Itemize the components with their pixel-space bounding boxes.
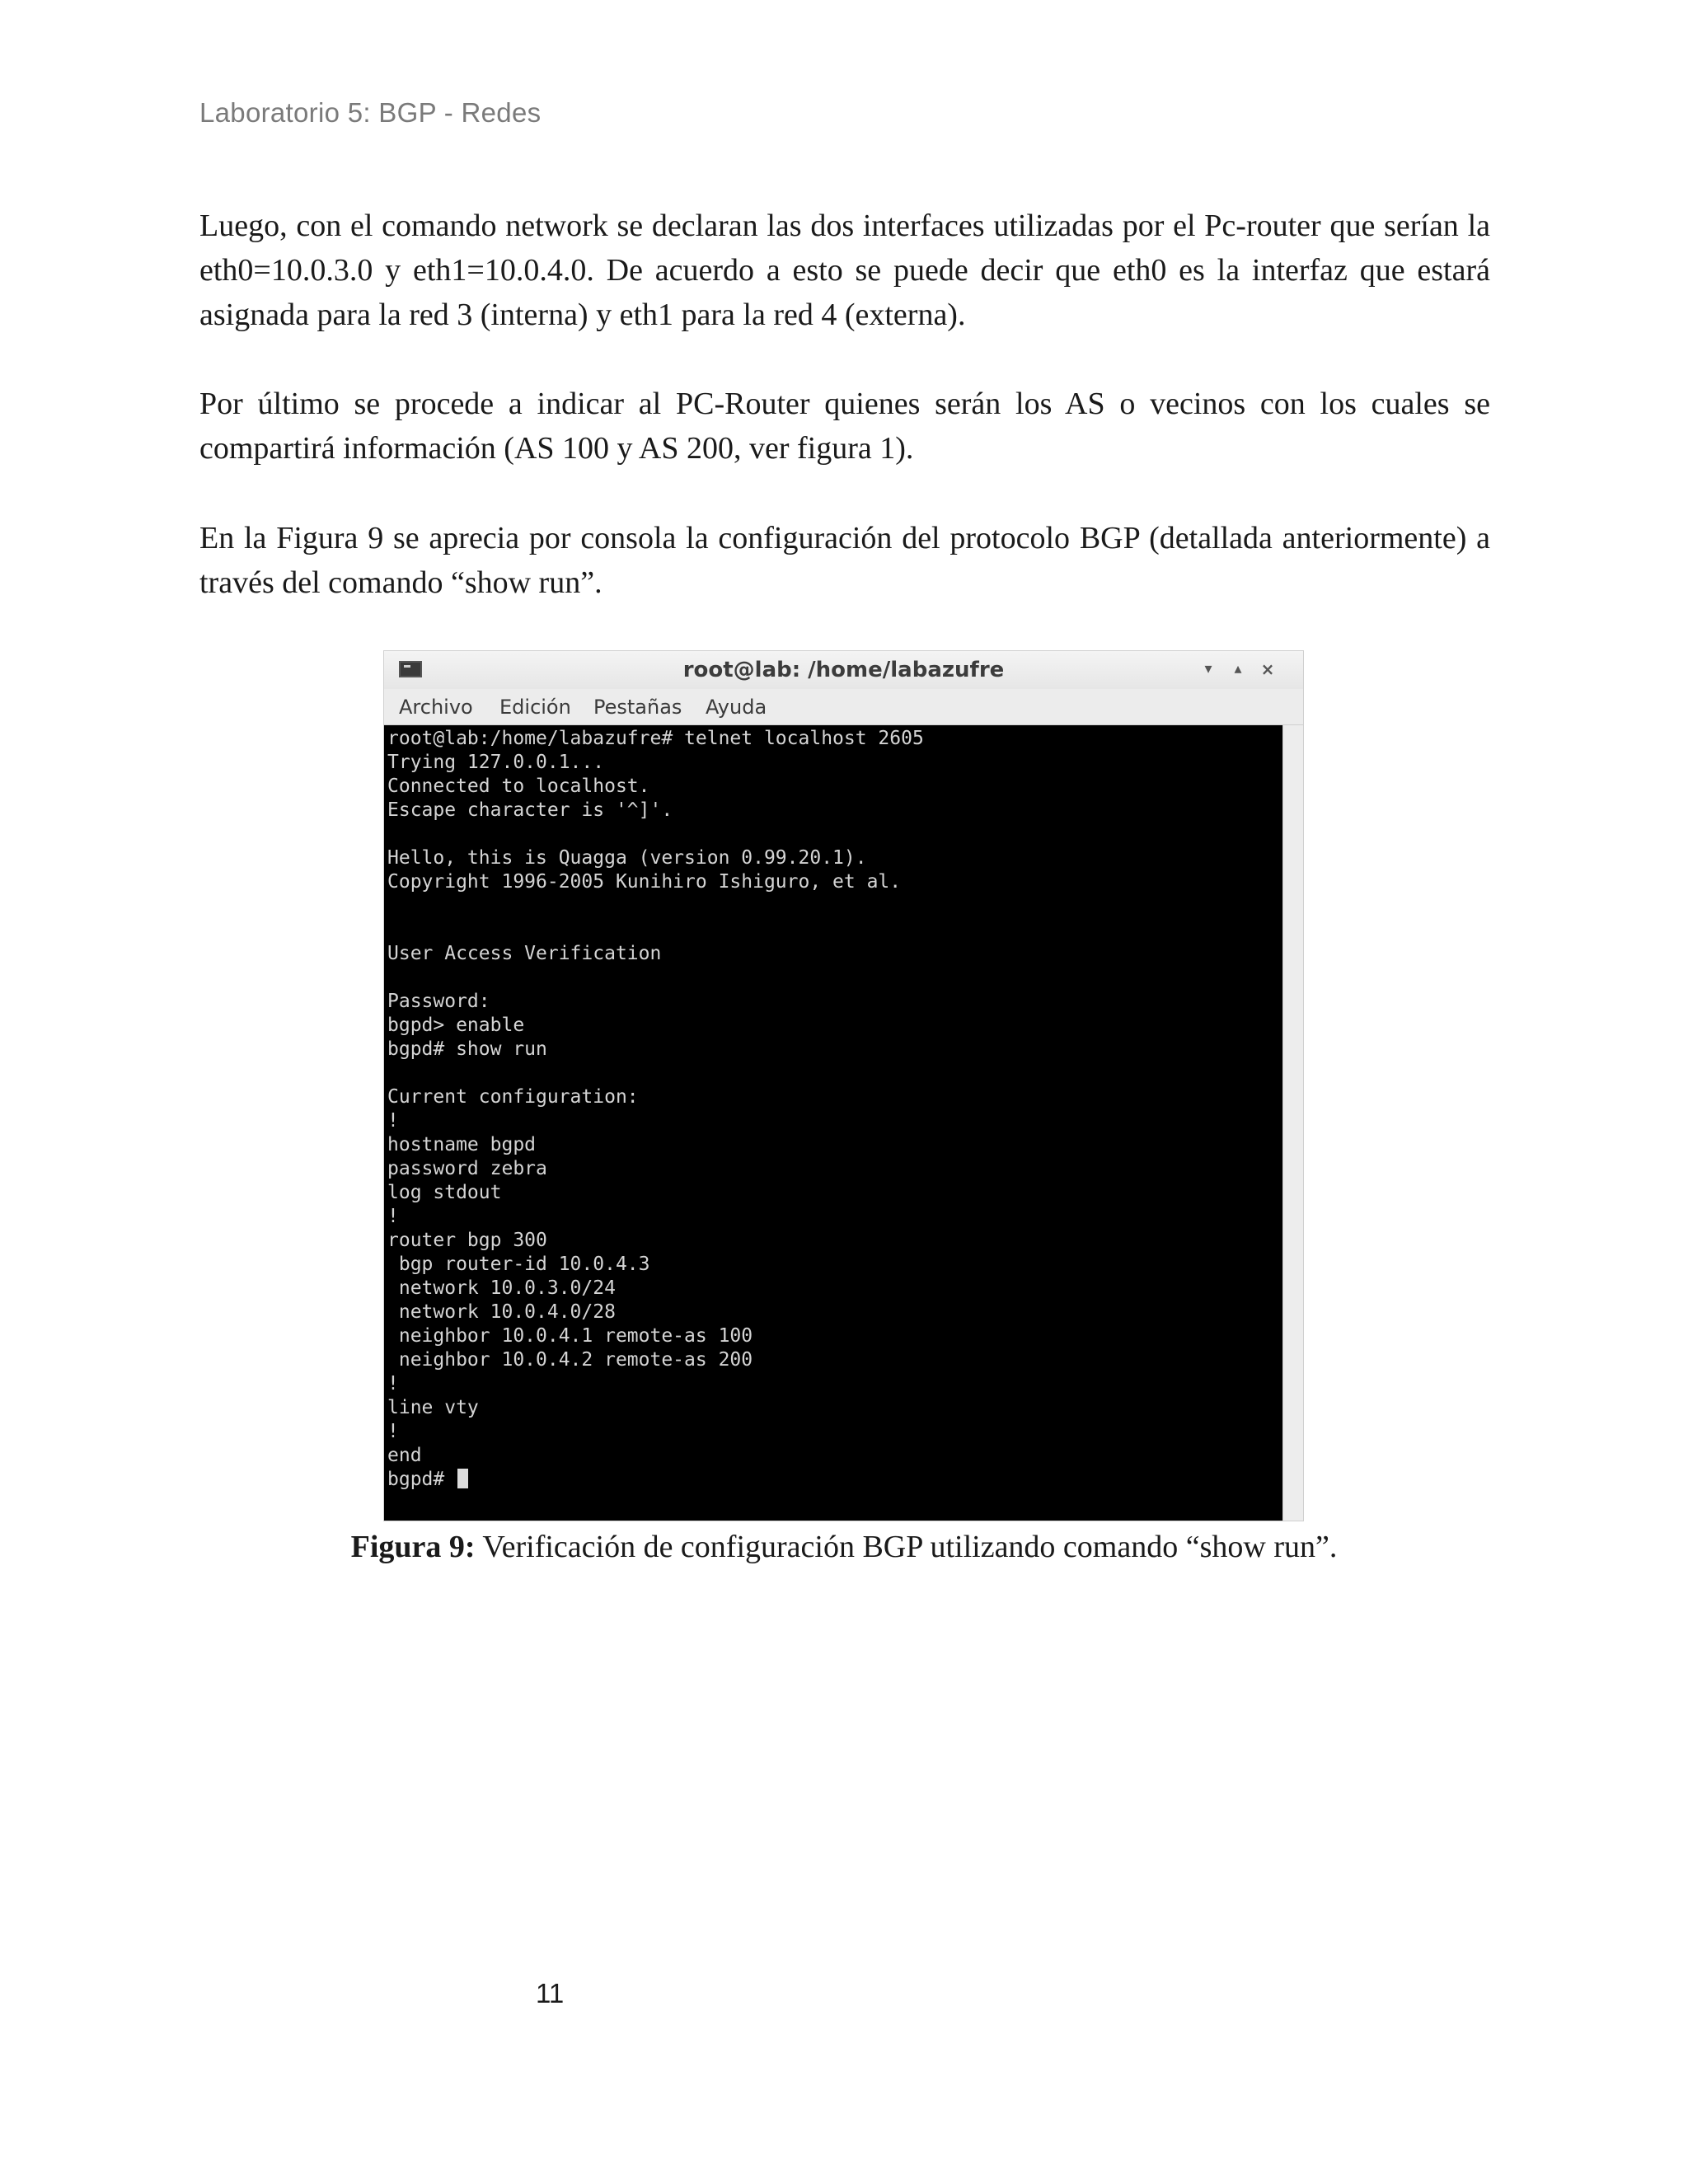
menu-item-archivo[interactable]: Archivo bbox=[399, 696, 473, 719]
terminal-line-text: network 10.0.3.0/24 bbox=[387, 1277, 616, 1299]
body-paragraph: Luego, con el comando network se declaran las dos interfaces utilizadas por el Pc-router que serían la eth0=10.0.3.0 y eth1=10.0.4.0. De acuerdo a esto se puede decir que eth0 es la interfaz que estará asignada para la red 3 (interna) y eth1 para la red 4 (externa). bbox=[199, 209, 1490, 332]
terminal-line-text: Copyright 1996-2005 Kunihiro Ishiguro, et al. bbox=[387, 871, 902, 893]
window-title: root@lab: /home/labazufre bbox=[682, 658, 1005, 682]
terminal-line-text: line vty bbox=[387, 1397, 479, 1418]
terminal-line-text: ! bbox=[387, 1373, 399, 1394]
terminal-line-text: Password: bbox=[387, 991, 490, 1012]
figure-caption bbox=[0, 1525, 1688, 1569]
terminal-line bbox=[387, 1348, 1282, 1372]
terminal-line bbox=[387, 1396, 1282, 1420]
body-paragraph: En la Figura 9 se aprecia por consola la configuración del protocolo BGP (detallada anteriormente) a través del comando “show run”. bbox=[199, 521, 1490, 600]
terminal-line-text: neighbor 10.0.4.1 remote-as 100 bbox=[387, 1325, 753, 1347]
terminal-line-text: log stdout bbox=[387, 1182, 502, 1203]
terminal-line-text: network 10.0.4.0/28 bbox=[387, 1301, 616, 1323]
terminal-line bbox=[387, 1085, 1282, 1109]
terminal-line-text: bgpd> enable bbox=[387, 1015, 525, 1036]
terminal-line bbox=[387, 1301, 1282, 1324]
terminal-line bbox=[387, 1420, 1282, 1444]
minimize-icon[interactable]: ▾ bbox=[1204, 660, 1212, 677]
terminal-line bbox=[387, 1444, 1282, 1468]
terminal-line bbox=[387, 1062, 1282, 1085]
terminal-line-text: Hello, this is Quagga (version 0.99.20.1). bbox=[387, 847, 867, 869]
terminal-cursor bbox=[457, 1469, 468, 1488]
menu-item-ayuda[interactable]: Ayuda bbox=[706, 696, 767, 719]
terminal-line bbox=[387, 990, 1282, 1014]
terminal-line bbox=[387, 918, 1282, 942]
window-titlebar bbox=[384, 651, 1303, 689]
terminal-line-text: router bgp 300 bbox=[387, 1230, 547, 1251]
terminal-line-text: bgpd# bbox=[387, 1469, 457, 1490]
menu-item-pestanas[interactable]: Pestañas bbox=[593, 696, 682, 719]
terminal-line bbox=[387, 1109, 1282, 1133]
terminal-line bbox=[387, 894, 1282, 918]
terminal-line bbox=[387, 1038, 1282, 1062]
terminal-line bbox=[387, 870, 1282, 894]
terminal-line bbox=[387, 1277, 1282, 1301]
terminal-line bbox=[387, 1229, 1282, 1253]
close-icon[interactable]: × bbox=[1260, 659, 1275, 679]
terminal-line bbox=[387, 846, 1282, 870]
figure-caption-text: Verificación de configuración BGP utilizando comando “show run”. bbox=[475, 1530, 1338, 1564]
terminal-line-text: Current configuration: bbox=[387, 1086, 639, 1108]
body-paragraph: Por último se procede a indicar al PC-Router quienes serán los AS o vecinos con los cuales se compartirá información (AS 100 y AS 200, ver figura 1). bbox=[199, 387, 1490, 466]
terminal-line-text: bgp router-id 10.0.4.3 bbox=[387, 1254, 650, 1275]
terminal-line bbox=[387, 1157, 1282, 1181]
terminal-line bbox=[387, 942, 1282, 966]
terminal-line bbox=[387, 775, 1282, 799]
terminal-line bbox=[387, 1133, 1282, 1157]
terminal-line bbox=[387, 1205, 1282, 1229]
menu-bar bbox=[384, 689, 1303, 725]
terminal-line bbox=[387, 966, 1282, 990]
terminal-line bbox=[387, 823, 1282, 846]
terminal-line-text: ! bbox=[387, 1421, 399, 1442]
terminal-line-text: ! bbox=[387, 1110, 399, 1132]
terminal-line bbox=[387, 799, 1282, 823]
terminal-line-text: hostname bgpd bbox=[387, 1134, 537, 1155]
terminal-line-text: bgpd# show run bbox=[387, 1038, 547, 1060]
terminal-line-text: Trying 127.0.0.1... bbox=[387, 752, 605, 773]
page-number: 11 bbox=[536, 1978, 565, 2008]
terminal-line-text: password zebra bbox=[387, 1158, 547, 1179]
terminal-line bbox=[387, 1253, 1282, 1277]
menu-item-edicion[interactable]: Edición bbox=[499, 696, 571, 719]
running-header: Laboratorio 5: BGP - Redes bbox=[199, 97, 542, 128]
terminal-line-text: root@lab:/home/labazufre# telnet localhost 2605 bbox=[387, 728, 924, 749]
terminal-line bbox=[387, 751, 1282, 775]
terminal-line-text: Connected to localhost. bbox=[387, 776, 650, 797]
terminal-scrollbar[interactable] bbox=[1282, 725, 1303, 1521]
terminal-line bbox=[387, 1181, 1282, 1205]
figure-caption-label: Figura 9: bbox=[350, 1530, 476, 1564]
terminal-line-text: end bbox=[387, 1445, 422, 1466]
terminal-line bbox=[387, 1372, 1282, 1396]
terminal-line-text: neighbor 10.0.4.2 remote-as 200 bbox=[387, 1349, 753, 1371]
terminal-output[interactable] bbox=[384, 725, 1282, 1521]
terminal-line-text: User Access Verification bbox=[387, 943, 662, 964]
terminal-line-text: ! bbox=[387, 1206, 399, 1227]
terminal-line bbox=[387, 727, 1282, 751]
terminal-line bbox=[387, 1014, 1282, 1038]
terminal-line bbox=[387, 1324, 1282, 1348]
maximize-icon[interactable]: ▴ bbox=[1234, 660, 1242, 677]
terminal-line bbox=[387, 1468, 1282, 1492]
terminal-line-text: Escape character is '^]'. bbox=[387, 799, 673, 821]
terminal-screenshot-figure bbox=[384, 651, 1303, 1521]
